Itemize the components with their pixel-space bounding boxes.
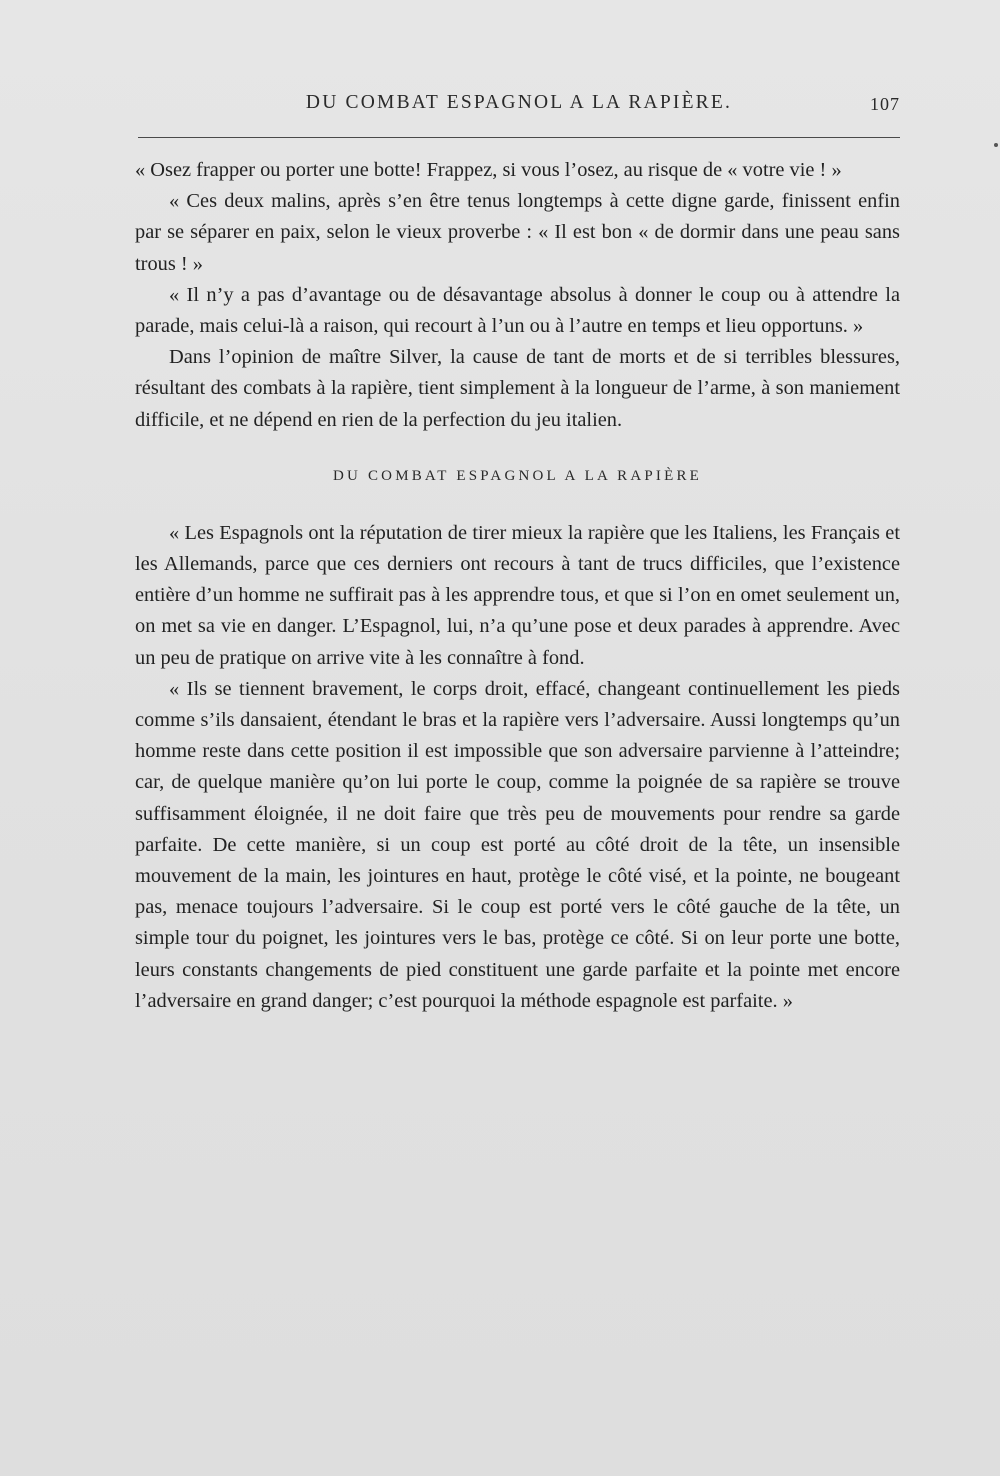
- running-head: [138, 92, 900, 122]
- ink-spot: [994, 143, 998, 147]
- paragraph-6: « Ils se tiennent bravement, le corps droit, effacé, changeant continuellement les pieds comme s’ils dansaient, étendant le bras et la rapière vers l’adversaire. Aussi longtemps qu’un homme reste dans cette position il est impossible que son adversaire parvienne à l’atteindre; car, de quelque manière qu’on lui porte le coup, comme la poignée de sa rapière se trouve suffisamment éloignée, il ne doit faire que très peu de mouvements pour rendre sa garde parfaite. De cette manière, si un coup est porté au côté droit de la tête, un insensible mouvement de la main, les jointures en haut, protège le côté visé, et la pointe, ne bougeant pas, menace toujours l’adversaire. Si le coup est porté vers le côté gauche de la tête, un simple tour du poignet, les jointures vers le bas, protège ce côté. Si on leur porte une botte, leurs constants changements de pied constituent une garde parfaite et la pointe met encore l’adversaire en grand danger; c’est pourquoi la méthode espagnole est parfaite. »: [135, 677, 900, 1012]
- paragraph-3: « Il n’y a pas d’avantage ou de désavantage absolus à donner le coup ou à attendre la parade, mais celui-là a raison, qui recourt à l’un ou à l’autre en temps et lieu opportuns. »: [135, 283, 900, 338]
- body-text: [135, 155, 900, 1017]
- header-rule: [138, 137, 900, 138]
- page-number: 107: [870, 94, 900, 114]
- section-heading: DU COMBAT ESPAGNOL A LA RAPIÈRE: [332, 467, 703, 484]
- paragraph-1: « Osez frapper ou porter une botte! Frappez, si vous l’osez, au risque de « votre vie ! »: [135, 159, 842, 181]
- paragraph-5: « Les Espagnols ont la réputation de tirer mieux la rapière que les Italiens, les Français et les Allemands, parce que ces derniers ont recours à tant de trucs difficiles, que l’existence entière d’un homme ne suffirait pas à les apprendre tous, et que si l’on en omet seulement un, on met sa vie en danger. L’Espagnol, lui, n’a qu’une pose et deux parades à apprendre. Avec un peu de pratique on arrive vite à les connaître à fond.: [135, 521, 900, 669]
- running-title: DU COMBAT ESPAGNOL A LA RAPIÈRE.: [305, 92, 733, 113]
- paragraph-4: Dans l’opinion de maître Silver, la cause de tant de morts et de si terribles blessures, résultant des combats à la rapière, tient simplement à la longueur de l’arme, à son maniement difficile, et ne dépend en rien de la perfection du jeu italien.: [135, 346, 900, 431]
- paragraph-2: « Ces deux malins, après s’en être tenus longtemps à cette digne garde, finissent enfin par se séparer en paix, selon le vieux proverbe : « Il est bon « de dormir dans une peau sans trous ! »: [135, 190, 900, 275]
